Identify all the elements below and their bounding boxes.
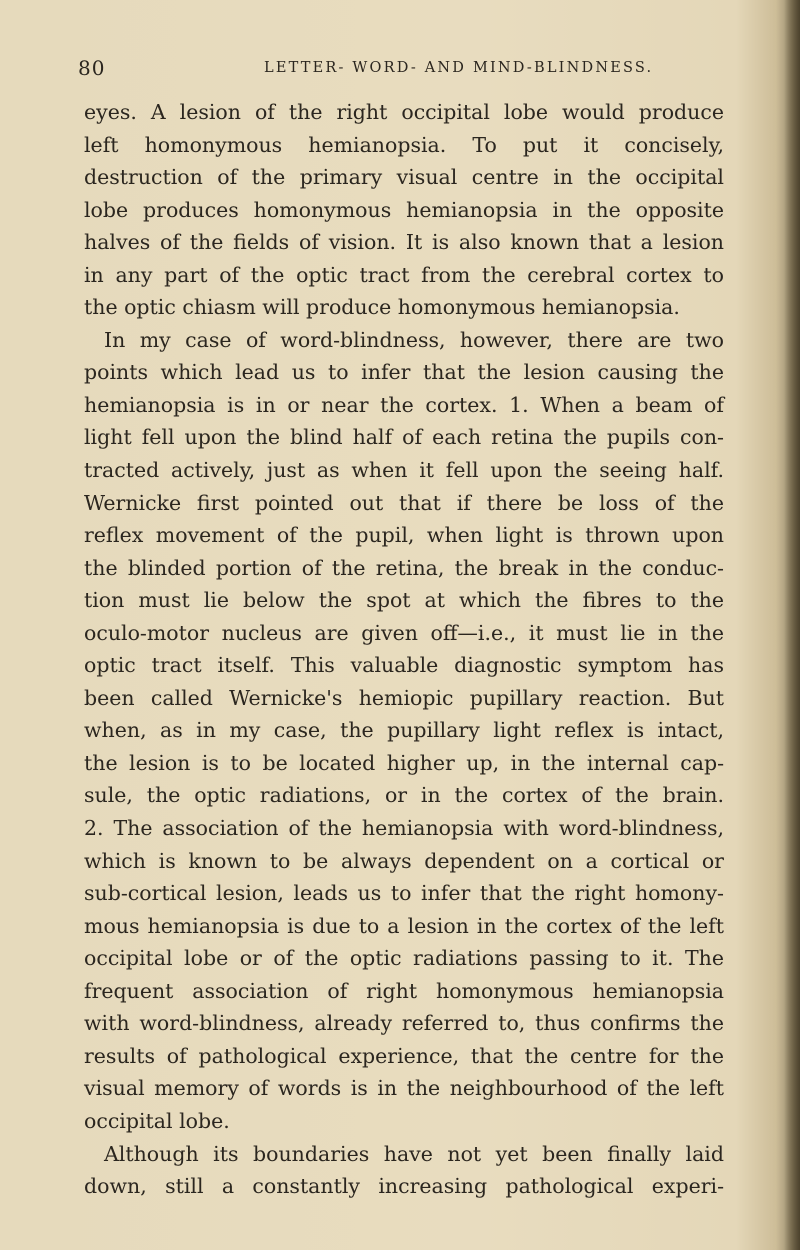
text-line: light fell upon the blind half of each retina the pupils con- bbox=[84, 425, 724, 450]
text-line: Wernicke first pointed out that if there be loss of the bbox=[84, 490, 724, 515]
text-line: eyes. A lesion of the right occipital lobe would produce bbox=[84, 100, 724, 124]
text-line: oculo-motor nucleus are given off—i.e., it must lie in the bbox=[84, 620, 724, 645]
text-line: the optic chiasm will produce homonymous hemianopsia. bbox=[84, 295, 680, 320]
text-line: halves of the fields of vision. It is also known that a lesion bbox=[84, 230, 724, 255]
text-line: occipital lobe or of the optic radiations passing to it. The bbox=[84, 946, 724, 971]
text-line: which is known to be always dependent on a cortical or bbox=[84, 848, 724, 873]
text-line: hemianopsia is in or near the cortex. 1. When a beam of bbox=[84, 392, 724, 417]
text-line: reflex movement of the pupil, when light is thrown upon bbox=[84, 523, 724, 548]
text-line: results of pathological experience, that the centre for the bbox=[84, 1043, 724, 1068]
page-number: 80 bbox=[78, 56, 106, 80]
text-line: sule, the optic radiations, or in the cortex of the brain. bbox=[84, 783, 724, 808]
text-line: when, as in my case, the pupillary light reflex is intact, bbox=[84, 718, 724, 743]
running-head bbox=[78, 56, 728, 84]
text-line: mous hemianopsia is due to a lesion in the cortex of the left bbox=[84, 913, 724, 938]
text-line: occipital lobe. bbox=[84, 1108, 230, 1133]
text-line: the lesion is to be located higher up, in the internal cap- bbox=[84, 750, 724, 775]
text-line: destruction of the primary visual centre in the occipital bbox=[84, 165, 724, 190]
text-line: sub-cortical lesion, leads us to infer that the right homony- bbox=[84, 881, 724, 906]
text-line: tracted actively, just as when it fell upon the seeing half. bbox=[84, 458, 724, 483]
paragraph-start-line: In my case of word-blindness, however, there are two bbox=[104, 327, 724, 352]
text-line: the blinded portion of the retina, the break in the conduc- bbox=[84, 555, 724, 580]
text-line: with word-blindness, already referred to, thus confirms the bbox=[84, 1011, 724, 1036]
text-line: left homonymous hemianopsia. To put it concisely, bbox=[84, 132, 724, 157]
text-line: frequent association of right homonymous hemianopsia bbox=[84, 978, 724, 1003]
body-text bbox=[84, 96, 724, 1203]
page-edge-shadow bbox=[784, 0, 800, 1250]
running-title: LETTER- WORD- AND MIND-BLINDNESS. bbox=[264, 60, 654, 76]
text-line: tion must lie below the spot at which the fibres to the bbox=[84, 588, 724, 613]
text-line: lobe produces homonymous hemianopsia in the opposite bbox=[84, 197, 724, 222]
text-line: down, still a constantly increasing pathological experi- bbox=[84, 1174, 724, 1199]
text-line: optic tract itself. This valuable diagnostic symptom has bbox=[84, 653, 724, 678]
text-line: points which lead us to infer that the lesion causing the bbox=[84, 360, 724, 385]
text-line: visual memory of words is in the neighbourhood of the left bbox=[84, 1076, 724, 1101]
paragraph-start-line: Although its boundaries have not yet been finally laid bbox=[104, 1141, 724, 1166]
text-line: been called Wernicke's hemiopic pupillary reaction. But bbox=[84, 685, 724, 710]
text-line: in any part of the optic tract from the cerebral cortex to bbox=[84, 262, 724, 287]
text-line: 2. The association of the hemianopsia with word-blindness, bbox=[84, 816, 724, 841]
